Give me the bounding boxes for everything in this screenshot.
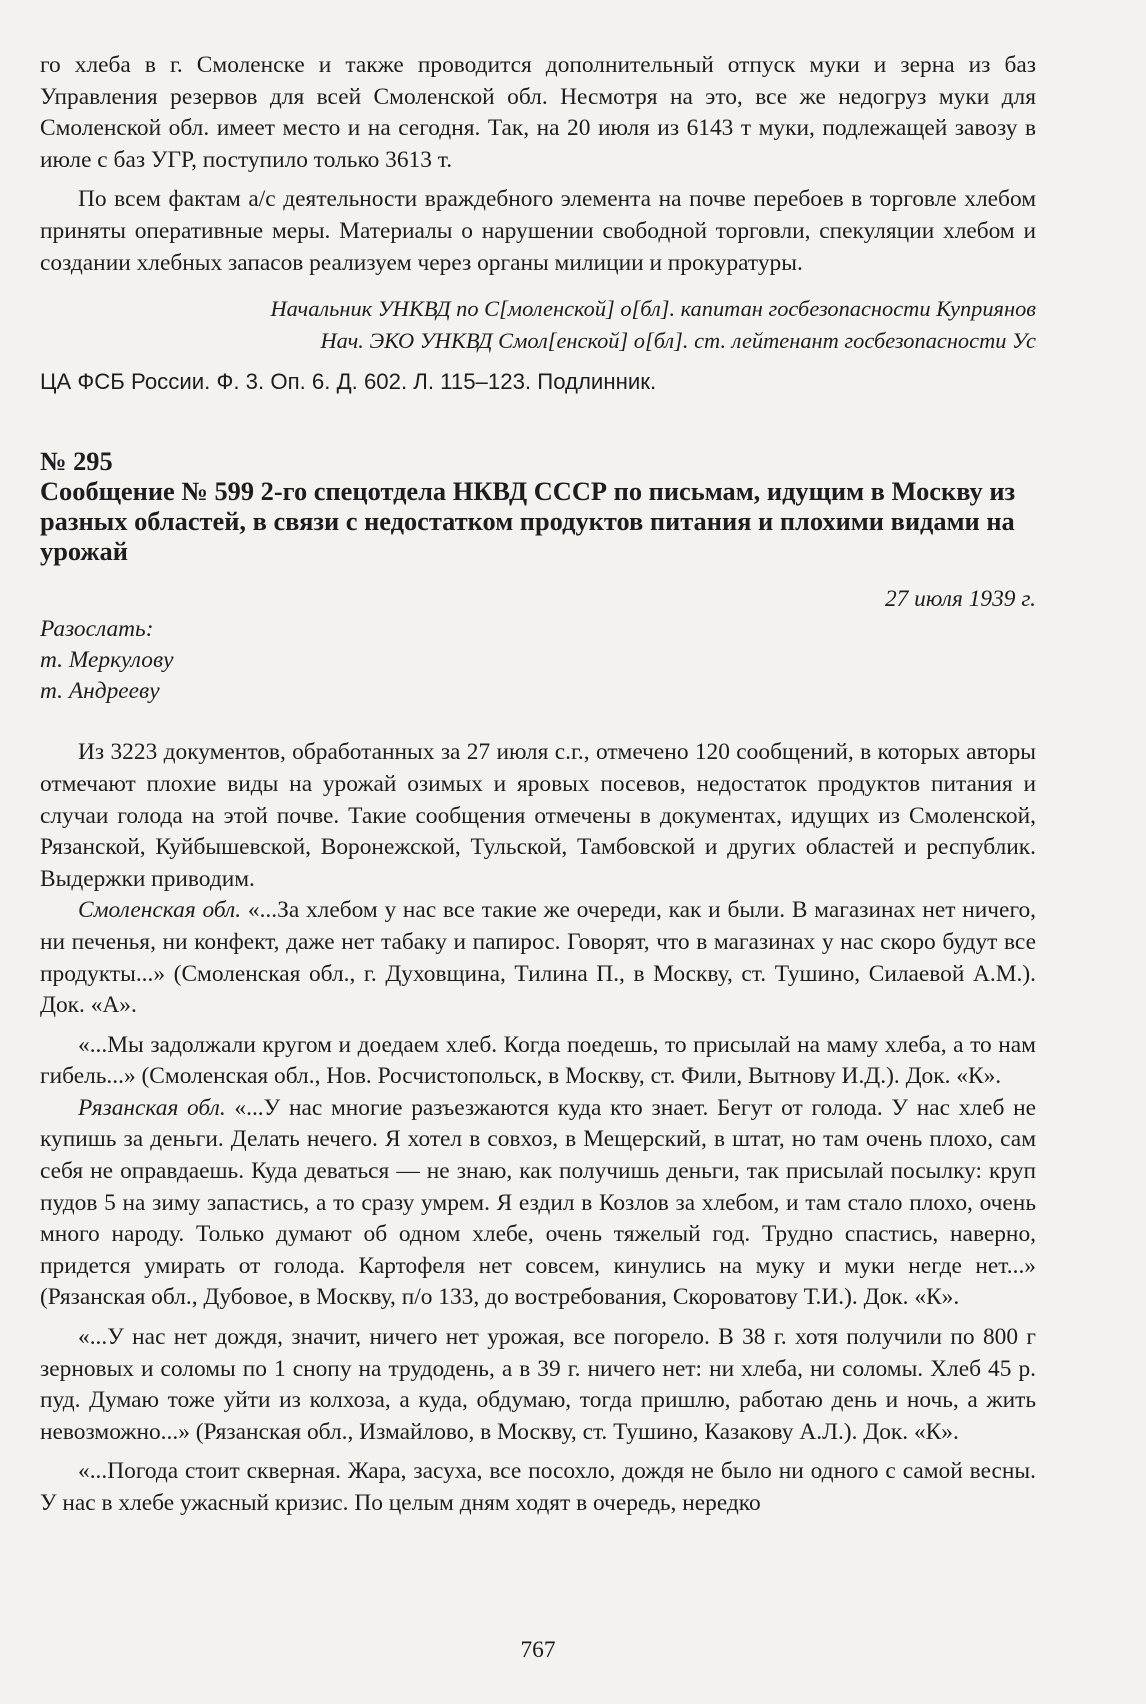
report-intro: Из 3223 документов, обработанных за 27 июля с.г., отмечено 120 сообщений, в которых авторы отмечают плохие виды на урожай озимых и яровых посевов, недостаток продуктов питания и случаи голода на этой почве. Такие сообщения отмечены в документах, идущих из Смоленской, Рязанской, Куйбышевской, Воронежской, Тульской, Тамбовской и других областей и республик. Выдержки приводим.: [40, 739, 1036, 892]
document-page: [40, 50, 1036, 1670]
page-number: 767: [520, 1637, 556, 1663]
distribution-list: [40, 614, 1036, 707]
region-label: Рязанская обл.: [78, 1094, 226, 1121]
signature-block: [40, 293, 1036, 356]
distribution-recipient: т. Андрееву: [40, 678, 160, 705]
document-number: № 295: [40, 446, 113, 477]
excerpt-smolensk: [40, 895, 1036, 1021]
paragraph-measures: По всем фактам а/с деятельности враждебного элемента на почве перебоев в торговле хлебом приняты оперативные меры. Материалы о нарушении свободной торговли, спекуляции хлебом и создании хлебных запасов реализуем через органы милиции и прокуратуры.: [40, 186, 1036, 276]
excerpt-ryazan-2: «...У нас нет дождя, значит, ничего нет урожая, все погорело. В 38 г. хотя получили по 800 г зерновых и соломы по 1 снопу на трудодень, а в 39 г. ничего нет: ни хлеба, ни соломы. Хлеб 45 р. пуд. Думаю тоже уйти из колхоза, а куда, обдумаю, тогда пришлю, работаю день и ночь, а жить невозможно...» (Рязанская обл., Измайлово, в Москву, ст. Тушино, Казакову А.Л.). Док. «К».: [40, 1324, 1036, 1445]
document-title: Сообщение № 599 2-го спецотдела НКВД СССР по письмам, идущим в Москву из разных областей, в связи с недостатком продуктов питания и плохими видами на урожай: [40, 476, 1016, 567]
excerpt-ryazan: [40, 1093, 1036, 1314]
distribution-heading: Разослать:: [40, 616, 154, 643]
paragraph-flour-supply: го хлеба в г. Смоленске и также проводится дополнительный отпуск муки и зерна из баз Управления резервов для всей Смоленской обл. Несмотря на это, все же недогруз муки для Смоленской обл. имеет место и на сегодня. Так, на 20 июля из 6143 т муки, подлежащей завозу в июле с баз УГР, поступило только 3613 т.: [40, 52, 1036, 173]
document-date: 27 июля 1939 г.: [884, 586, 1036, 613]
archive-reference: ЦА ФСБ России. Ф. 3. Оп. 6. Д. 602. Л. 115–123. Подлинник.: [40, 369, 657, 395]
distribution-recipient: т. Меркулову: [40, 647, 174, 674]
excerpt-text: «...За хлебом у нас все такие же очереди, как и были. В магазинах нет ничего, ни печенья, ни конфект, даже нет табаку и папирос. Говорят, что в магазинах у нас скоро будут все продукты...» (Смоленская обл., г. Духовщина, Тилина П., в Москву, ст. Тушино, Силаевой А.М.). Док. «А».: [40, 897, 1036, 1019]
excerpt-smolensk-2: «...Мы задолжали кругом и доедаем хлеб. Когда поедешь, то присылай на маму хлеба, а то нам гибель...» (Смоленская обл., Нов. Росчистопольск, в Москву, ст. Фили, Вытнову И.Д.). Док. «К».: [40, 1031, 1036, 1090]
region-label: Смоленская обл.: [78, 897, 242, 924]
excerpt-ryazan-3: «...Погода стоит скверная. Жара, засуха, все посохло, дождя не было ни одного с самой весны. У нас в хлебе ужасный кризис. По целым дням ходят в очередь, нередко: [40, 1458, 1036, 1516]
excerpt-text: «...У нас многие разъезжаются куда кто знает. Бегут от голода. У нас хлеб не купишь за деньги. Делать нечего. Я хотел в совхоз, в Мещерский, в штат, но там очень плохо, сам себя не оправдаешь. Куда деваться — не знаю, как получишь деньги, так присылай посылку: круп пудов 5 на зиму запастись, а то сразу умрем. Я ездил в Козлов за хлебом, и там стало плохо, очень много народу. Только думают об одном хлебе, очень тяжелый год. Трудно спастись, наверно, придется умирать от голода. Картофеля нет совсем, кинулись на муку и муки негде нет...» (Рязанская обл., Дубовое, в Москву, п/о 133, до востребования, Скороватову Т.И.). Док. «К».: [40, 1094, 1037, 1311]
signature-deputy: Нач. ЭКО УНКВД Смол[енской] о[бл]. ст. лейтенант госбезопасности Ус: [320, 327, 1036, 353]
signature-head: Начальник УНКВД по С[моленской] о[бл]. капитан госбезопасности Куприянов: [270, 296, 1036, 322]
